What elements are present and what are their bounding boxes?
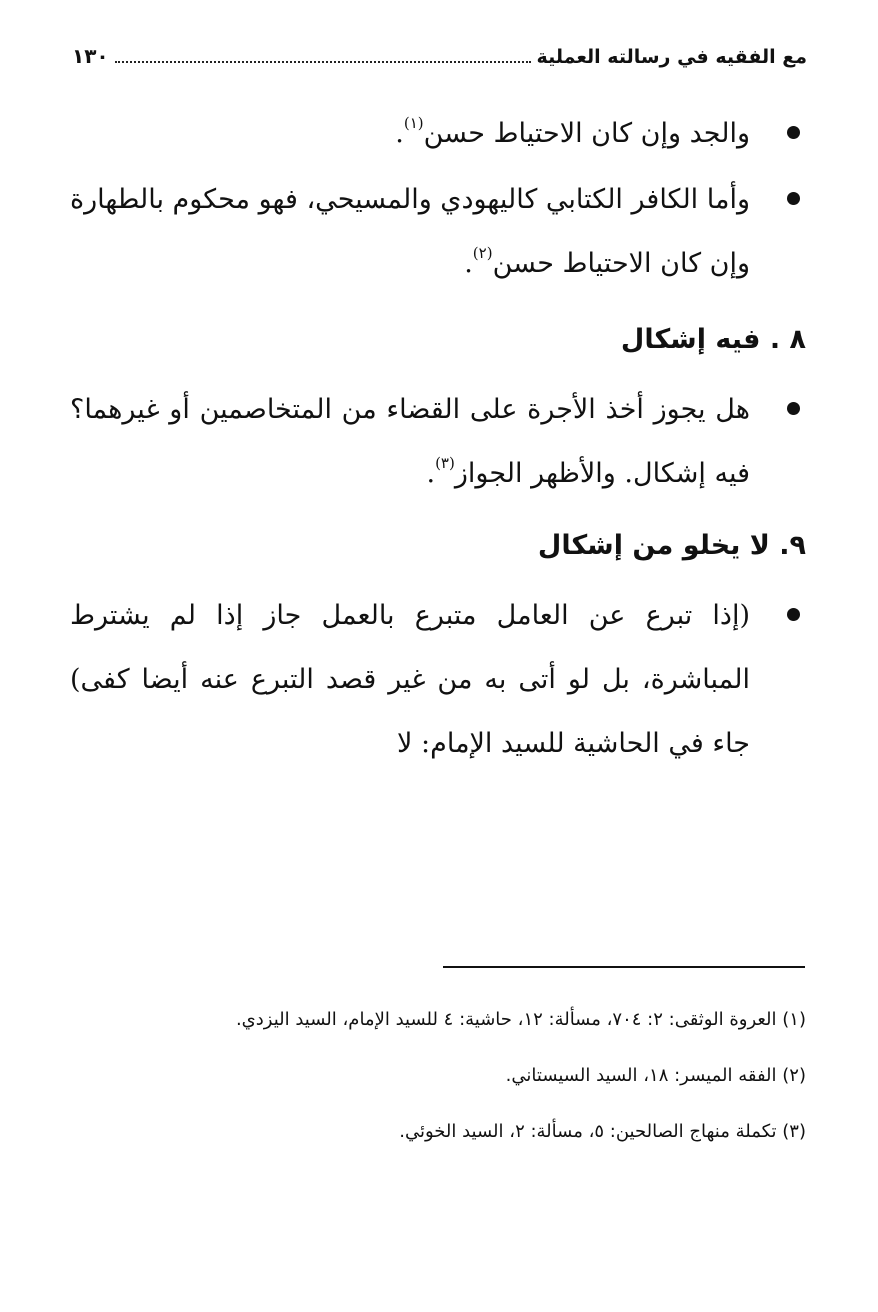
bullet-dot-icon: [787, 608, 800, 621]
bullet-dot-icon: [787, 192, 800, 205]
footnote-2: (٢) الفقه الميسر: ١٨، السيد السيستاني.: [505, 1065, 806, 1086]
running-title: مع الفقيه في رسالته العملية: [536, 46, 807, 68]
bullet-text: وأما الكافر الكتابي كاليهودي والمسيحي، فهو محكوم بالطهارة وإن كان الاحتياط حسن$^{(٢)}$.: [69, 184, 750, 279]
footnote-ref[interactable]: (١): [403, 114, 424, 132]
section-heading-9: ٩. لا يخلو من إشكال: [537, 530, 806, 561]
bullet-dot-icon: [787, 126, 800, 139]
footnotes: [70, 996, 806, 1164]
bullet-item: [70, 584, 806, 776]
section-heading-8: ٨ . فيه إشكال: [620, 324, 806, 355]
bullet-text: والجد وإن كان الاحتياط حسن$^{(١)}$.: [395, 114, 750, 149]
dotted-leader: [115, 45, 531, 63]
bullet-item: [70, 378, 806, 506]
footnote-1: (١) العروة الوثقى: ٢: ٧٠٤، مسألة: ١٢، حاشية: ٤ للسيد الإمام، السيد اليزدي.: [235, 1009, 806, 1030]
bullet-item: [70, 168, 806, 296]
bullet-text: هل يجوز أخذ الأجرة على القضاء من المتخاصمين أو غيرهما؟ فيه إشكال. والأظهر الجواز$^{(٣)}$.: [70, 394, 750, 489]
footnote-3: (٣) تكملة منهاج الصالحين: ٥، مسألة: ٢، السيد الخوئي.: [399, 1121, 806, 1142]
bullet-item: [70, 102, 806, 166]
bullet-text: (إذا تبرع عن العامل متبرع بالعمل جاز إذا لم يشترط المباشرة، بل لو أتى به من غير قصد التبرع عنه أيضا كفى) جاء في الحاشية للسيد الإمام: لا: [70, 600, 750, 759]
bullet-dot-icon: [787, 402, 800, 415]
footnote-ref[interactable]: (٣): [435, 454, 455, 472]
main-text: [70, 102, 806, 778]
running-header: [72, 44, 807, 78]
footnote-separator: [443, 966, 805, 968]
page-number: ١٣٠: [72, 44, 109, 68]
footnote-ref[interactable]: (٢): [472, 244, 493, 262]
